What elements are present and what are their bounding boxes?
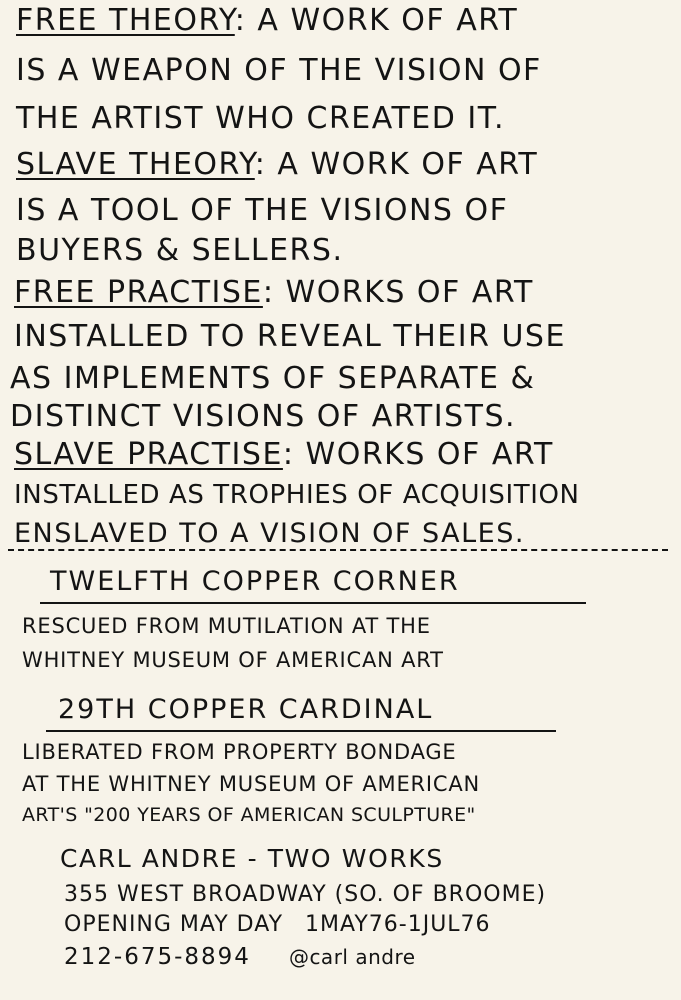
slave-practise-line-2: INSTALLED AS TROPHIES OF ACQUISITION xyxy=(14,480,580,510)
exhibition-opening: OPENING MAY DAY xyxy=(64,912,284,937)
free-practise-line-2: INSTALLED TO REVEAL THEIR USE xyxy=(14,319,566,354)
free-theory-text-1: : A WORK OF ART xyxy=(234,3,519,38)
copyright-credit: @carl andre xyxy=(288,945,416,969)
exhibition-address: 355 WEST BROADWAY (SO. OF BROOME) xyxy=(64,882,547,907)
slave-theory-text-1: : A WORK OF ART xyxy=(254,147,539,182)
slave-practise-label: SLAVE PRACTISE xyxy=(14,437,283,472)
work-1-title: TWELFTH COPPER CORNER xyxy=(50,566,460,597)
slave-theory-line-2: IS A TOOL OF THE VISIONS OF xyxy=(16,193,509,228)
free-theory-line-3: THE ARTIST WHO CREATED IT. xyxy=(16,101,506,136)
work-1-line-2: WHITNEY MUSEUM OF AMERICAN ART xyxy=(22,648,444,672)
work-2-title: 29TH COPPER CARDINAL xyxy=(58,694,434,725)
dashed-divider xyxy=(8,549,668,551)
exhibition-phone: 212-675-8894 xyxy=(64,944,251,970)
free-practise-text-1: : WORKS OF ART xyxy=(262,275,534,310)
exhibition-title: CARL ANDRE - TWO WORKS xyxy=(60,844,444,873)
free-theory-line-1 xyxy=(16,3,519,38)
slave-practise-line-3: ENSLAVED TO A VISION OF SALES. xyxy=(14,518,525,549)
free-practise-line-1 xyxy=(14,275,534,310)
slave-theory-label: SLAVE THEORY xyxy=(16,147,255,182)
work-2-title-underline xyxy=(46,730,556,732)
work-2-line-1: LIBERATED FROM PROPERTY BONDAGE xyxy=(22,740,457,764)
exhibition-opening-row xyxy=(64,914,491,936)
exhibition-dates: 1MAY76-1JUL76 xyxy=(305,912,491,937)
slave-theory-line-1 xyxy=(16,147,539,182)
work-1-line-1: RESCUED FROM MUTILATION AT THE xyxy=(22,614,431,638)
work-2-line-3: ART'S "200 YEARS OF AMERICAN SCULPTURE" xyxy=(22,804,476,826)
work-1-title-underline xyxy=(40,602,586,604)
free-practise-line-3: AS IMPLEMENTS OF SEPARATE & xyxy=(10,361,536,396)
exhibition-phone-row xyxy=(64,946,416,969)
free-practise-line-4: DISTINCT VISIONS OF ARTISTS. xyxy=(10,399,517,434)
slave-practise-text-1: : WORKS OF ART xyxy=(282,437,554,472)
slave-theory-line-3: BUYERS & SELLERS. xyxy=(16,233,344,268)
work-2-line-2: AT THE WHITNEY MUSEUM OF AMERICAN xyxy=(22,772,481,796)
free-theory-line-2: IS A WEAPON OF THE VISION OF xyxy=(16,53,542,88)
free-practise-label: FREE PRACTISE xyxy=(14,275,263,310)
free-theory-label: FREE THEORY xyxy=(16,3,235,38)
slave-practise-line-1 xyxy=(14,437,554,472)
